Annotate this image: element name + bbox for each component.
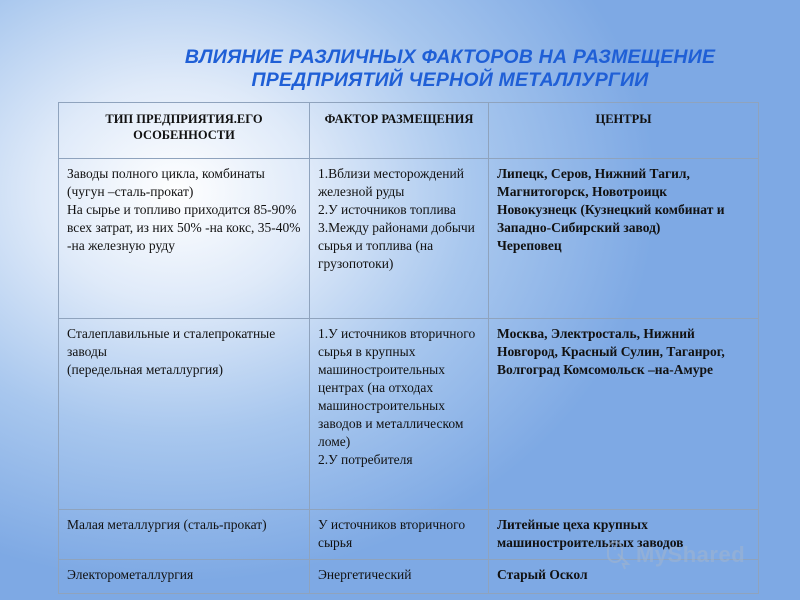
header-location-factor: ФАКТОР РАЗМЕЩЕНИЯ [310,103,489,159]
header-centers: ЦЕНТРЫ [489,103,759,159]
header-enterprise-type: ТИП ПРЕДПРИЯТИЯ.ЕГО ОСОБЕННОСТИ [59,103,310,159]
table-row [59,159,759,319]
watermark [606,540,745,570]
factors-table [58,102,759,594]
cell-centers: Старый Оскол [489,560,759,594]
title-line-1: ВЛИЯНИЕ РАЗЛИЧНЫХ ФАКТОРОВ НА РАЗМЕЩЕНИЕ [184,46,716,68]
cell-enterprise-type: Электорометаллургия [59,560,310,594]
cell-enterprise-type: Малая металлургия (сталь-прокат) [59,510,310,560]
cell-location-factor: 1.Вблизи месторождений железной руды 2.У источников топлива 3.Между районами добычи сырья и топлива (на грузопотоки) [310,159,489,319]
cell-enterprise-type: Сталеплавильные и сталепрокатные заводы (передельная металлургия) [59,319,310,510]
page-title [100,46,800,92]
mouse-cursor-icon [606,540,632,570]
table-row [59,319,759,510]
table-header-row [59,103,759,159]
title-line-2: ПРЕДПРИЯТИЙ ЧЕРНОЙ МЕТАЛЛУРГИИ [251,69,649,91]
cell-centers: Липецк, Серов, Нижний Тагил, Магнитогорск, Новотроицк Новокузнецк (Кузнецкий комбинат и Западно-Сибирский завод) Череповец [489,159,759,319]
watermark-text: MyShared [636,542,746,567]
cell-location-factor: У источников вторичного сырья [310,510,489,560]
cell-centers: Литейные цеха крупных машиностроительных заводов [489,510,759,560]
cell-centers: Москва, Электросталь, Нижний Новгород, Красный Сулин, Таганрог, Волгоград Комсомольск –на-Амуре [489,319,759,510]
cell-location-factor: Энергетический [310,560,489,594]
cell-location-factor: 1.У источников вторичного сырья в крупных машиностроительных центрах (на отходах машиностроительных заводов и металлическом ломе) 2.У потребителя [310,319,489,510]
cell-enterprise-type: Заводы полного цикла, комбинаты (чугун –сталь-прокат) На сырье и топливо приходится 85-90% всех затрат, из них 50% -на кокс, 35-40% -на железную руду [59,159,310,319]
